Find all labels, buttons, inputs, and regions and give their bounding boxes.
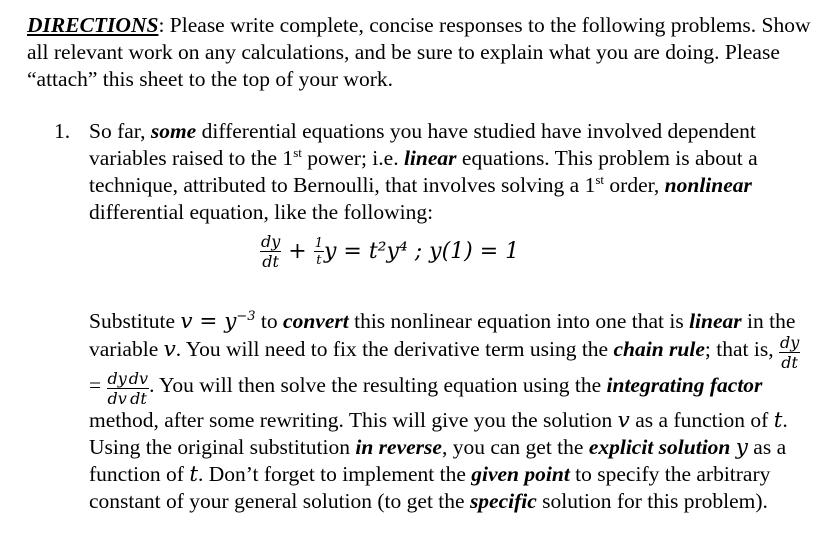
body-text: as a function of: [629, 408, 774, 432]
directions-paragraph: [27, 12, 817, 93]
superscript: st: [595, 172, 605, 187]
emph-specific: specific: [469, 489, 537, 513]
fraction-numerator: 1: [314, 236, 323, 251]
equation-rest: y = t²y⁴ ; y(1) = 1: [323, 239, 520, 264]
body-text: , you can get the: [441, 435, 589, 459]
emph-in-reverse: in reverse: [355, 435, 442, 459]
intro-text: So far,: [89, 119, 151, 143]
fraction-one-over-t: [314, 237, 324, 267]
var-y: y: [735, 435, 748, 460]
var-t: t: [773, 408, 783, 433]
emph-explicit-solution: explicit solution: [588, 435, 731, 459]
body-text: in the variable: [89, 309, 796, 361]
superscript: st: [293, 145, 302, 160]
substitution-exponent: −3: [236, 309, 256, 324]
var-v: v: [163, 337, 176, 362]
plus-sign: +: [281, 239, 314, 264]
body-text: to specify the arbitrary constant of your general solution (to get the: [89, 462, 771, 513]
intro-text: power; i.e.: [301, 146, 404, 170]
body-text: . You will need to fix the derivative term using the: [175, 337, 614, 361]
fraction-dy-dt: [779, 335, 800, 371]
body-text: to: [255, 309, 284, 333]
substitution-expr: v = y: [180, 309, 237, 334]
var-t: t: [189, 462, 198, 487]
fraction-dy-dt: [260, 234, 281, 270]
intro-text: order,: [604, 173, 665, 197]
fraction-denominator: t: [316, 253, 322, 268]
problem-number: 1.: [54, 119, 71, 143]
body-text: this nonlinear equation into one that is: [348, 309, 690, 333]
fraction-denominator: dt: [781, 353, 798, 372]
body-text: . Using the original substitution: [89, 408, 788, 459]
directions-text: Please write complete, concise responses to the following problems. Show all relevant work on any calculations, and be sure to explain what you are doing. Please “attach” this sheet to the top of your work.: [27, 13, 811, 91]
problem-intro: [89, 118, 809, 226]
emph-integrating-factor: integrating factor: [606, 373, 763, 397]
body-text: Substitute: [89, 309, 181, 333]
body-text: ; that is,: [704, 337, 779, 361]
intro-text: differential equation, like the following:: [89, 200, 434, 224]
fraction-dv-dt: [128, 371, 149, 407]
emph-chain: chain: [613, 337, 664, 361]
body-text: . You will then solve the resulting equation using the: [149, 373, 607, 397]
fraction-denominator: dv: [107, 389, 127, 408]
fraction-numerator: dy: [779, 333, 800, 352]
emph-convert: convert: [283, 309, 349, 333]
fraction-numerator: dy: [261, 232, 281, 251]
fraction-dy-dv: [107, 371, 128, 407]
body-text: solution for this problem).: [536, 489, 768, 513]
emph-linear: linear: [403, 146, 457, 170]
emph-rule: rule: [669, 337, 705, 361]
emph-linear: linear: [689, 309, 742, 333]
fraction-denominator: dt: [130, 389, 147, 408]
directions-colon: :: [158, 13, 165, 37]
problem-instructions: [89, 308, 801, 515]
body-text: . Don’t forget to implement the: [197, 462, 472, 486]
body-text: method, after some rewriting. This will give you the solution: [89, 408, 618, 432]
directions-heading: DIRECTIONS: [27, 13, 159, 37]
fraction-denominator: dt: [262, 252, 279, 271]
fraction-numerator: dy: [107, 369, 127, 388]
intro-text: equations. This problem is about a technique, attributed to Bernoulli, that involves solving a 1: [89, 146, 758, 197]
var-v: v: [617, 408, 630, 433]
bernoulli-equation: [260, 234, 519, 270]
fraction-numerator: dv: [128, 369, 149, 388]
intro-text: differential equations you have studied have involved dependent variables raised to the 1: [89, 119, 756, 170]
equals-sign: =: [89, 373, 107, 397]
emph-given-point: given point: [471, 462, 570, 486]
emph-nonlinear: nonlinear: [664, 173, 752, 197]
emph-some: some: [150, 119, 197, 143]
body-text: as a function of: [89, 435, 787, 486]
